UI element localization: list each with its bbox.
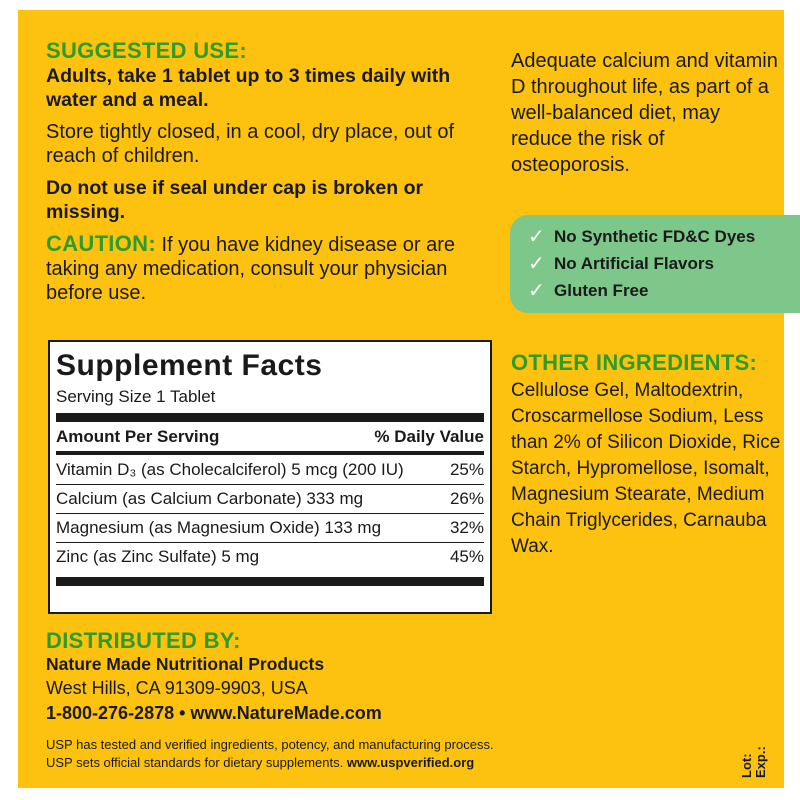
usp-url: www.uspverified.org <box>346 755 475 770</box>
facts-divider <box>56 413 484 422</box>
nutrient-name: Calcium (as Calcium Carbonate) 333 mg <box>56 489 364 508</box>
other-ingredients-heading: OTHER INGREDIENTS: <box>511 350 758 375</box>
caution-heading: CAUTION: <box>46 231 156 256</box>
other-ingredients-text: Cellulose Gel, Maltodextrin, Croscarmellose Sodium, Less than 2% of Silicon Dioxide, Rice Starch, Hypromellose, Isomalt, Magnesium Stearate, Medium Chain Triglycerides, Carnauba Wax. <box>511 380 781 557</box>
badge-item <box>528 277 800 304</box>
facts-divider <box>56 451 484 455</box>
company-name: Nature Made Nutritional Products <box>46 654 325 674</box>
supplement-facts-title: Supplement Facts <box>56 349 323 382</box>
usp-line-2-text: USP sets official standards for dietary supplements. <box>46 755 347 770</box>
seal-warning-text: Do not use if seal under cap is broken or missing. <box>46 177 424 223</box>
storage-text: Store tightly closed, in a cool, dry place, out of reach of children. <box>46 121 454 167</box>
daily-value-header: % Daily Value <box>374 427 484 446</box>
facts-row <box>56 545 484 569</box>
amount-per-serving-header: Amount Per Serving <box>56 427 220 446</box>
row-divider <box>56 542 484 543</box>
facts-row <box>56 516 484 540</box>
free-from-badge <box>510 215 800 313</box>
nutrient-dv: 45% <box>449 547 484 566</box>
facts-row <box>56 487 484 511</box>
caution-block <box>46 232 486 305</box>
product-label <box>18 10 784 788</box>
facts-row <box>56 458 484 482</box>
badge-item-label: Gluten Free <box>554 280 649 300</box>
nutrient-dv: 32% <box>449 518 484 537</box>
nutrient-name: Zinc (as Zinc Sulfate) 5 mg <box>56 547 260 566</box>
row-divider <box>56 484 484 485</box>
contact-line: 1-800-276-2878 • www.NatureMade.com <box>46 703 382 723</box>
nutrient-name: Vitamin D₃ (as Cholecalciferol) 5 mcg (200 IU) <box>56 460 404 479</box>
badge-item <box>528 223 800 250</box>
caution-text: If you have kidney disease or are taking any medication, consult your physician before use. <box>46 234 456 304</box>
facts-bottom-rule <box>56 577 484 586</box>
facts-header <box>56 422 484 451</box>
badge-item-label: No Artificial Flavors <box>554 253 714 273</box>
lot-exp-rotated <box>740 746 768 778</box>
lot-exp-area <box>740 738 780 778</box>
company-address: West Hills, CA 91309-9903, USA <box>46 678 308 698</box>
nutrient-name: Magnesium (as Magnesium Oxide) 133 mg <box>56 518 382 537</box>
check-icon: ✓ <box>528 226 545 248</box>
check-icon: ✓ <box>528 280 545 302</box>
badge-item <box>528 250 800 277</box>
nutrient-dv: 25% <box>449 460 484 479</box>
exp-label: Exp.: <box>753 746 768 778</box>
directions-text: Adults, take 1 tablet up to 3 times daily with water and a meal. <box>46 65 451 111</box>
usp-line-1: USP has tested and verified ingredients, potency, and manufacturing process. <box>46 737 494 752</box>
usp-statement <box>46 736 516 772</box>
badge-item-label: No Synthetic FD&C Dyes <box>554 226 756 246</box>
nutrient-dv: 26% <box>449 489 484 508</box>
distributed-by-heading: DISTRIBUTED BY: <box>46 628 241 653</box>
serving-size: Serving Size 1 Tablet <box>56 387 216 406</box>
check-icon: ✓ <box>528 253 545 275</box>
row-divider <box>56 513 484 514</box>
suggested-use-heading: SUGGESTED USE: <box>46 38 248 63</box>
supplement-facts-panel <box>48 340 492 614</box>
usp-line-2 <box>46 754 516 772</box>
lot-label: Lot: <box>739 753 754 778</box>
health-claim: Adequate calcium and vitamin D throughout life, as part of a well-balanced diet, may reduce the risk of osteoporosis. <box>511 50 778 176</box>
